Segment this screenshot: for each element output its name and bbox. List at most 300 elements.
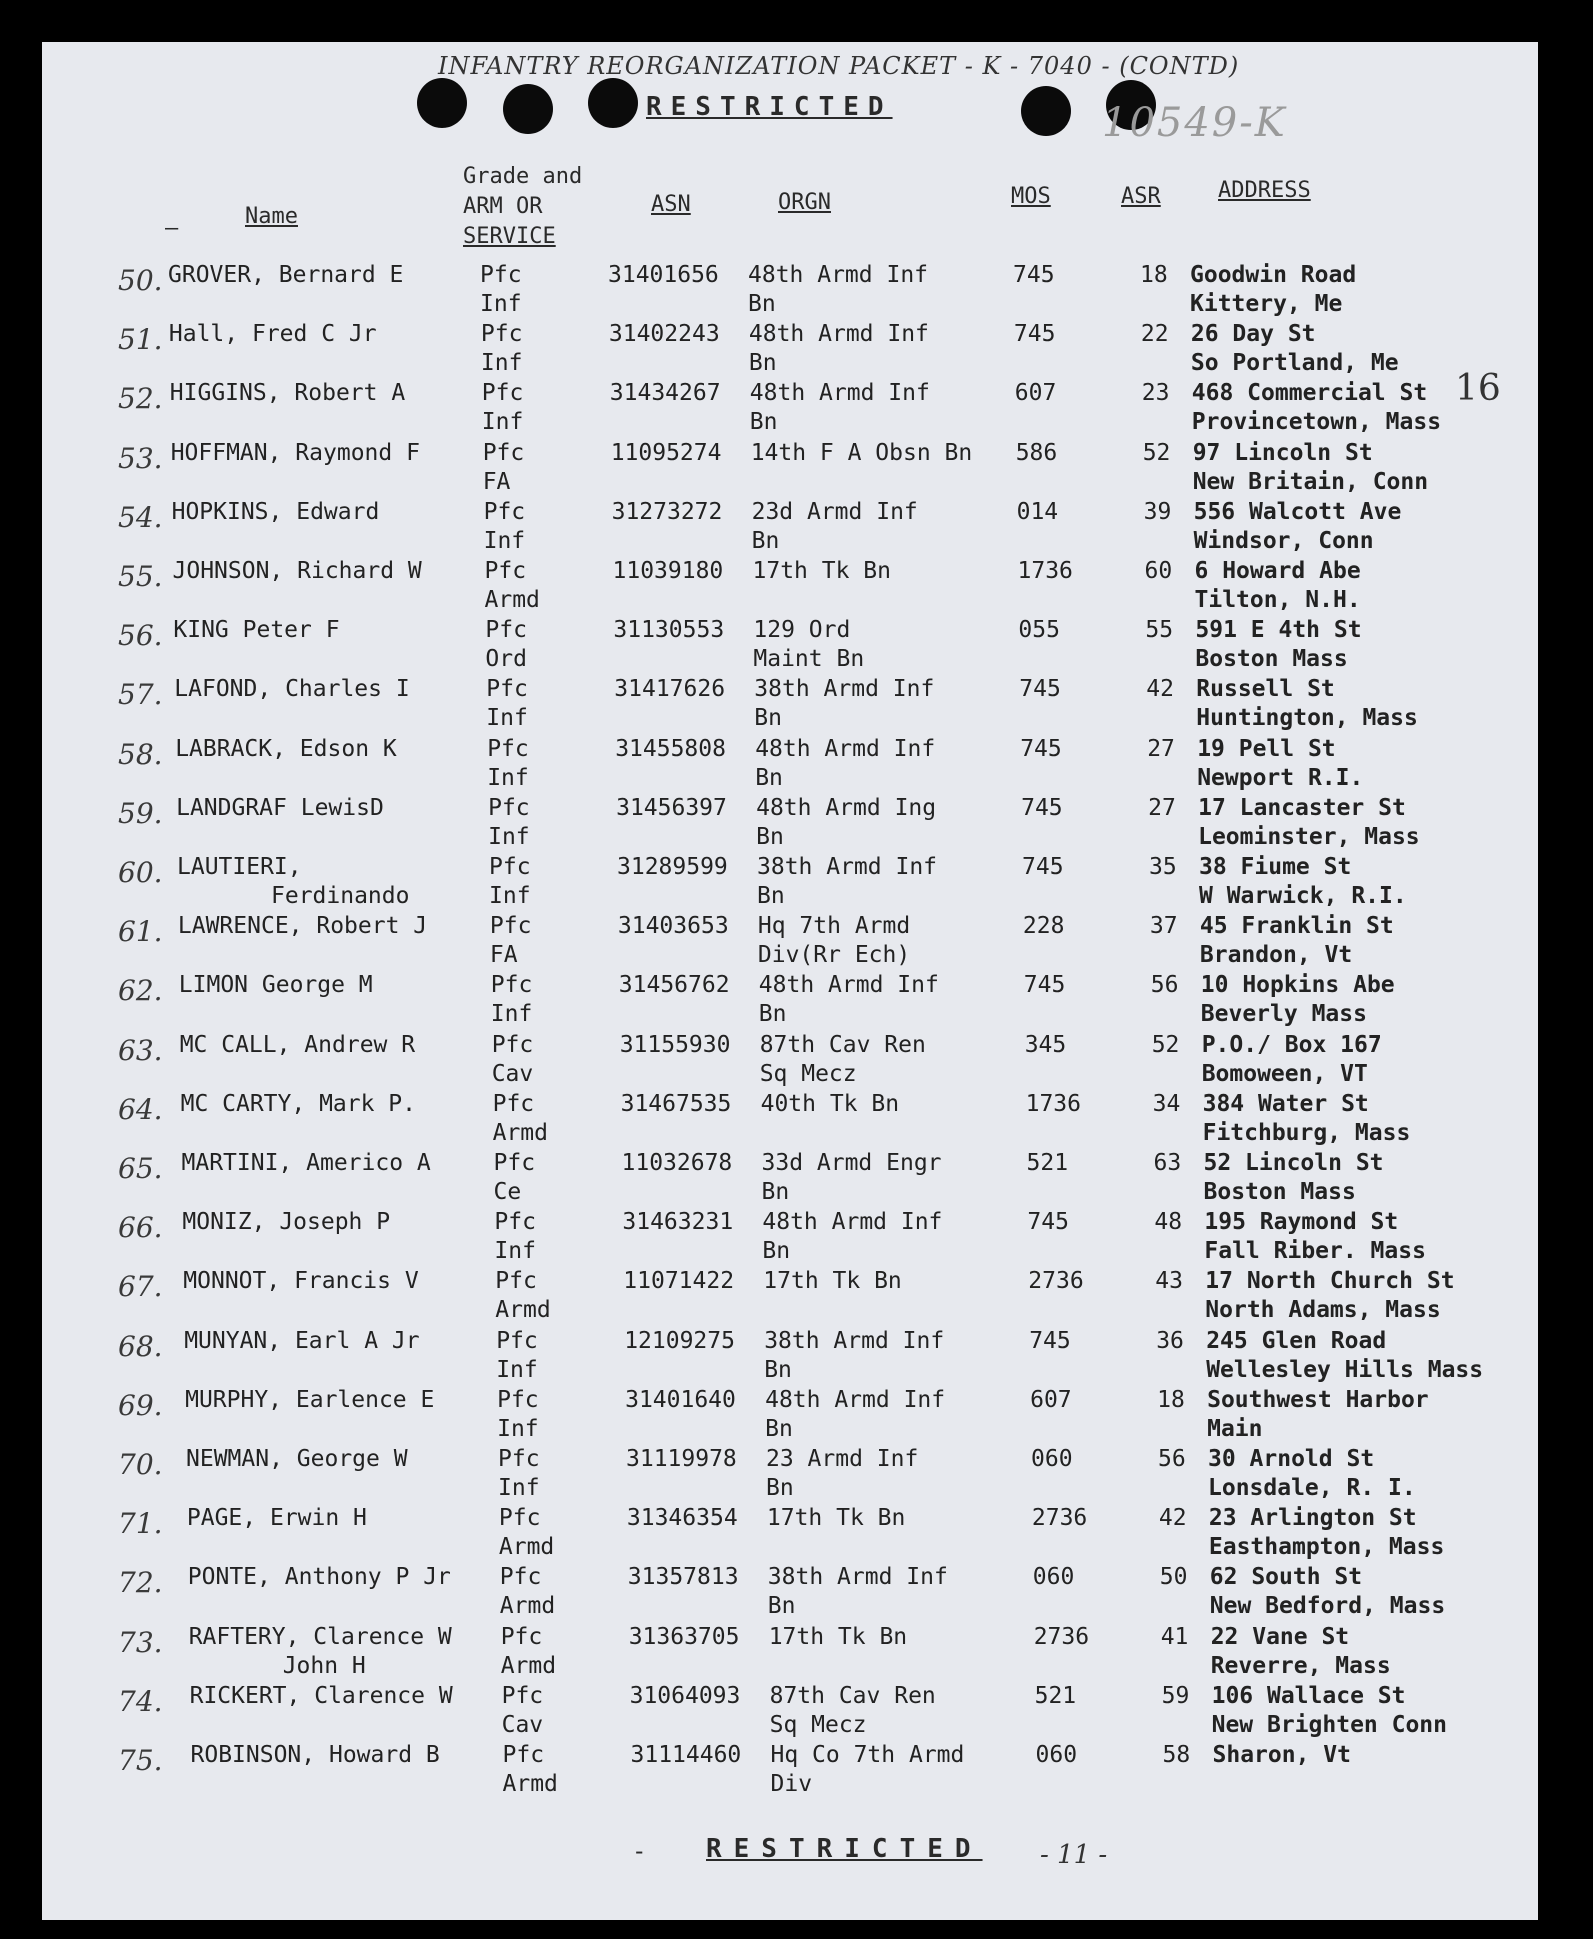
organization-continued: Bn (767, 1593, 796, 1620)
grade: Pfc (489, 913, 532, 940)
organization: Hq 7th Armd (757, 913, 911, 940)
asr: 34 (1152, 1090, 1181, 1117)
asn: 31119978 (626, 1446, 737, 1472)
grade: Pfc (501, 1682, 544, 1709)
asr: 52 (1142, 439, 1171, 466)
organization-continued: Bn (757, 883, 785, 909)
address-line2: New Britain, Conn (1192, 468, 1429, 495)
address-line1: Russell St (1196, 676, 1335, 703)
column-header-orgn: ORGN (778, 190, 831, 215)
organization: 14th F A Obsn Bn (750, 439, 973, 466)
column-header-asr: ASR (1121, 184, 1161, 209)
mos: 055 (1018, 617, 1060, 644)
asn: 11071422 (623, 1268, 735, 1295)
address-line2: Reverre, Mass (1210, 1652, 1391, 1679)
arm-or-service: Inf (487, 764, 529, 791)
grade: Pfc (482, 439, 525, 466)
person-name: LAWRENCE, Robert J (177, 913, 428, 940)
address-line1: 468 Commercial St (1191, 380, 1428, 407)
row-number: 74. (118, 1684, 163, 1718)
address-line2: Leominster, Mass (1198, 823, 1420, 850)
row-number: 50. (118, 264, 163, 297)
asn: 31455808 (615, 735, 726, 762)
grade: Pfc (494, 1209, 536, 1236)
asr: 56 (1150, 972, 1179, 999)
arm-or-service: FA (489, 942, 518, 969)
asr: 37 (1149, 913, 1178, 940)
asr: 27 (1148, 794, 1176, 821)
classification-bottom: RESTRICTED (706, 1834, 983, 1864)
asr: 23 (1141, 380, 1170, 407)
arm-or-service: Armd (498, 1534, 555, 1561)
asr: 59 (1161, 1682, 1190, 1709)
organization-continued: Sq Mecz (769, 1711, 867, 1738)
asr: 27 (1147, 735, 1175, 762)
asn: 31064093 (629, 1682, 741, 1709)
header-dash: — (165, 216, 179, 241)
organization-continued: Bn (751, 527, 780, 554)
address-line2: Fitchburg, Mass (1202, 1119, 1411, 1146)
row-number: 58. (118, 737, 163, 771)
asr: 58 (1162, 1742, 1191, 1768)
organization: 40th Tk Bn (760, 1090, 900, 1117)
address-line1: 384 Water St (1202, 1090, 1369, 1117)
grade: Pfc (502, 1742, 545, 1768)
arm-or-service: Armd (484, 587, 540, 613)
address-line1: 26 Day St (1190, 321, 1316, 348)
organization-continued: Div (770, 1771, 813, 1797)
mos: 521 (1034, 1682, 1077, 1709)
mos: 521 (1026, 1150, 1069, 1176)
row-number: 63. (118, 1033, 163, 1067)
grade: Pfc (499, 1564, 542, 1591)
table-row (0, 499, 1593, 557)
table-row (0, 854, 1593, 912)
row-number: 71. (118, 1507, 163, 1541)
asn: 31456762 (618, 972, 730, 999)
punch-hole (1021, 86, 1071, 136)
arm-or-service: FA (482, 468, 511, 495)
address-line1: 38 Fiume St (1199, 854, 1352, 880)
organization-continued: Bn (764, 1356, 792, 1383)
asr: 52 (1151, 1031, 1180, 1058)
arm-or-service: Ord (485, 646, 527, 673)
row-number: 59. (118, 796, 163, 830)
row-number: 54. (118, 500, 163, 534)
footer-mark: - (632, 1837, 647, 1865)
address-line1: Sharon, Vt (1212, 1742, 1351, 1768)
address-line1: 10 Hopkins Abe (1200, 972, 1395, 999)
address-line1: 245 Glen Road (1206, 1327, 1387, 1354)
handwritten-title: INFANTRY REORGANIZATION PACKET - K - 7040 - (CONTD) (438, 52, 1240, 80)
arm-or-service: Cav (501, 1711, 544, 1738)
organization-continued: Bn (762, 1238, 791, 1265)
address-line1: 17 Lancaster St (1198, 794, 1406, 821)
table-row (0, 1742, 1593, 1800)
arm-or-service: Inf (497, 1415, 539, 1442)
asn: 31417626 (614, 676, 726, 703)
address-line1: P.O./ Box 167 (1201, 1031, 1382, 1058)
organization: 87th Cav Ren (759, 1031, 926, 1058)
organization: 48th Armd Ing (756, 794, 937, 821)
row-number: 65. (118, 1152, 163, 1185)
row-number: 53. (118, 441, 163, 475)
organization: 23 Armd Inf (766, 1446, 919, 1472)
table-row (0, 1624, 1593, 1682)
mos: 607 (1030, 1386, 1072, 1413)
address-line1: 23 Arlington St (1208, 1505, 1417, 1532)
arm-or-service: Inf (490, 1001, 533, 1028)
asr: 39 (1143, 498, 1172, 525)
asn: 31346354 (626, 1505, 738, 1532)
table-row (0, 380, 1593, 438)
arm-or-service: Cav (491, 1060, 534, 1087)
mos: 745 (1013, 262, 1055, 288)
arm-or-service: Armd (499, 1593, 556, 1620)
organization: 48th Armd Inf (749, 380, 930, 407)
organization: 17th Tk Bn (763, 1268, 902, 1295)
address-line2: North Adams, Mass (1205, 1297, 1441, 1324)
person-name: GROVER, Bernard E (168, 262, 404, 288)
asr: 35 (1149, 854, 1177, 880)
organization: 48th Armd Inf (762, 1209, 943, 1236)
address-line1: 591 E 4th St (1195, 617, 1362, 644)
address-line2: Easthampton, Mass (1208, 1534, 1445, 1561)
row-number: 70. (118, 1448, 163, 1481)
table-row (0, 1683, 1593, 1741)
person-name: MC CARTY, Mark P. (180, 1090, 416, 1117)
person-name: RAFTERY, Clarence W (188, 1623, 452, 1650)
address-line1: 6 Howard Abe (1194, 558, 1361, 584)
punch-hole (503, 84, 553, 134)
arm-or-service: Armd (502, 1771, 558, 1797)
table-row (0, 262, 1593, 320)
punch-hole (417, 78, 467, 128)
column-header-asn: ASN (651, 192, 691, 217)
asr: 18 (1157, 1386, 1185, 1413)
classification-top: RESTRICTED (646, 92, 893, 122)
arm-or-service: Inf (488, 823, 530, 850)
table-row (0, 1387, 1593, 1445)
grade: Pfc (496, 1327, 538, 1354)
asr: 56 (1158, 1446, 1186, 1472)
table-row (0, 1150, 1593, 1208)
arm-or-service: Inf (480, 350, 523, 377)
organization: 23d Armd Inf (751, 498, 918, 525)
address-line2: W Warwick, R.I. (1199, 883, 1407, 909)
mos: 745 (1020, 735, 1062, 762)
arm-or-service: Inf (494, 1238, 536, 1265)
address-line2: Lonsdale, R. I. (1208, 1475, 1416, 1501)
asr: 36 (1156, 1327, 1184, 1354)
organization-continued: Bn (765, 1415, 793, 1442)
grade: Pfc (487, 735, 529, 762)
mos: 745 (1022, 854, 1064, 880)
person-name: HIGGINS, Robert A (169, 380, 406, 407)
organization: 33d Armd Engr (761, 1150, 942, 1176)
mos: 060 (1032, 1564, 1075, 1591)
person-name: LANDGRAF LewisD (176, 794, 384, 821)
address-line2: Beverly Mass (1200, 1001, 1367, 1028)
table-row (0, 676, 1593, 734)
address-line1: 556 Walcott Ave (1193, 498, 1402, 525)
grade: Pfc (486, 676, 528, 703)
asr: 22 (1140, 321, 1169, 348)
address-line2: Brandon, Vt (1199, 942, 1353, 969)
asr: 43 (1155, 1268, 1183, 1295)
grade: Pfc (483, 498, 526, 525)
table-row (0, 617, 1593, 675)
asn: 31401640 (625, 1386, 736, 1413)
table-row (0, 1505, 1593, 1563)
asn: 31402243 (608, 321, 720, 348)
mos: 607 (1014, 380, 1057, 407)
address-line2: Windsor, Conn (1193, 527, 1374, 554)
mos: 228 (1022, 913, 1065, 940)
asn: 12109275 (624, 1327, 735, 1354)
organization-continued: Bn (756, 823, 784, 850)
asn: 31401656 (608, 262, 719, 288)
grade: Pfc (493, 1150, 536, 1176)
address-line2: Bomoween, VT (1201, 1060, 1368, 1087)
person-name: JOHNSON, Richard W (172, 558, 422, 584)
person-name-continued: John H (282, 1652, 366, 1679)
address-line1: 19 Pell St (1197, 735, 1336, 762)
arm-or-service: Armd (495, 1297, 551, 1324)
grade: Pfc (481, 380, 524, 407)
address-line1: Goodwin Road (1190, 262, 1357, 288)
organization-continued: Bn (749, 409, 778, 436)
arm-or-service: Inf (480, 291, 522, 317)
table-row (0, 913, 1593, 971)
table-row (0, 558, 1593, 616)
row-number: 56. (118, 619, 163, 653)
address-line1: 22 Vane St (1210, 1623, 1350, 1650)
asr: 55 (1145, 617, 1174, 644)
asn: 31155930 (619, 1031, 731, 1058)
asn: 11032678 (621, 1150, 733, 1176)
asn: 11095274 (610, 439, 722, 466)
row-number: 68. (118, 1329, 163, 1363)
organization: 48th Armd Inf (748, 321, 929, 348)
row-number: 55. (118, 560, 163, 593)
address-line2: Huntington, Mass (1196, 705, 1418, 732)
asn: 31467535 (620, 1090, 732, 1117)
mos: 745 (1013, 321, 1056, 348)
address-line1: 97 Lincoln St (1192, 439, 1373, 466)
table-row (0, 1446, 1593, 1504)
organization: 17th Tk Bn (768, 1623, 908, 1650)
table-row (0, 1032, 1593, 1090)
row-number: 64. (118, 1092, 163, 1126)
organization: 38th Armd Inf (757, 854, 938, 880)
arm-or-service: Inf (498, 1475, 540, 1501)
grade: Pfc (491, 1031, 534, 1058)
table-row (0, 440, 1593, 498)
organization: 48th Armd Inf (748, 262, 929, 288)
mos: 1736 (1017, 558, 1073, 584)
grade: Pfc (480, 321, 523, 348)
organization-continued: Bn (755, 764, 783, 791)
address-line2: Kittery, Me (1190, 291, 1343, 317)
address-line1: Southwest Harbor (1207, 1386, 1429, 1413)
arm-or-service: Inf (489, 883, 531, 909)
address-line1: 45 Franklin St (1199, 913, 1394, 940)
grade: Pfc (492, 1090, 535, 1117)
row-number: 51. (118, 323, 163, 357)
mos: 745 (1023, 972, 1066, 999)
person-name: LAUTIERI, (177, 854, 302, 880)
asn: 31434267 (609, 380, 721, 407)
organization-continued: Bn (748, 291, 776, 317)
row-number: 73. (118, 1625, 163, 1659)
person-name: MARTINI, Americo A (181, 1150, 431, 1176)
organization: 48th Armd Inf (755, 735, 936, 762)
organization: Hq Co 7th Armd (770, 1742, 965, 1768)
person-name: MONNOT, Francis V (183, 1268, 419, 1295)
organization: 17th Tk Bn (752, 558, 891, 584)
mos: 2736 (1031, 1505, 1088, 1532)
person-name: LAFOND, Charles I (174, 676, 410, 703)
organization: 48th Armd Inf (758, 972, 939, 999)
organization-continued: Sq Mecz (759, 1060, 857, 1087)
person-name-continued: Ferdinando (271, 883, 410, 909)
asn: 31363705 (628, 1623, 740, 1650)
arm-or-service: Ce (493, 1179, 522, 1205)
mos: 745 (1029, 1327, 1071, 1354)
handwritten-number: 10549-K (1102, 100, 1287, 146)
address-line1: 195 Raymond St (1204, 1209, 1399, 1236)
row-number: 75. (118, 1744, 163, 1777)
mos: 745 (1019, 676, 1061, 703)
address-line2: Tilton, N.H. (1194, 587, 1361, 613)
asr: 63 (1153, 1150, 1182, 1176)
arm-or-service: Inf (483, 527, 526, 554)
asn: 31357813 (627, 1564, 739, 1591)
mos: 2736 (1033, 1623, 1090, 1650)
column-header-mos: MOS (1011, 184, 1051, 209)
organization: 48th Armd Inf (765, 1386, 946, 1413)
mos: 586 (1015, 439, 1058, 466)
asn: 31403653 (617, 913, 729, 940)
grade: Pfc (485, 617, 527, 644)
mos: 060 (1035, 1742, 1078, 1768)
row-number: 72. (118, 1566, 163, 1600)
asr: 48 (1154, 1209, 1183, 1236)
organization-continued: Bn (766, 1475, 794, 1501)
asr: 60 (1144, 558, 1173, 584)
person-name: LIMON George M (178, 972, 373, 999)
table-row (0, 321, 1593, 379)
grade: Pfc (480, 262, 522, 288)
address-line1: 52 Lincoln St (1203, 1150, 1384, 1176)
person-name: NEWMAN, George W (186, 1446, 408, 1472)
column-header-address: ADDRESS (1218, 178, 1311, 203)
address-line2: Fall Riber. Mass (1204, 1238, 1426, 1265)
address-line1: 106 Wallace St (1211, 1682, 1406, 1709)
asn: 31456397 (616, 794, 727, 821)
table-row (0, 795, 1593, 853)
arm-or-service: Armd (492, 1119, 548, 1146)
column-header-name: Name (245, 204, 298, 229)
person-name: MURPHY, Earlence E (185, 1386, 435, 1413)
arm-or-service: Inf (481, 409, 524, 436)
address-line2: Newport R.I. (1197, 764, 1364, 791)
mos: 2736 (1028, 1268, 1084, 1295)
address-line2: New Bedford, Mass (1209, 1593, 1446, 1620)
arm-or-service: Armd (500, 1652, 557, 1679)
organization-continued: Bn (754, 705, 782, 732)
table-row (0, 1268, 1593, 1326)
organization: 38th Armd Inf (767, 1564, 948, 1591)
mos: 745 (1027, 1209, 1069, 1236)
table-row (0, 972, 1593, 1030)
row-number: 52. (118, 382, 163, 416)
arm-or-service: Inf (486, 705, 528, 732)
row-number: 67. (118, 1270, 163, 1304)
table-row (0, 1209, 1593, 1267)
organization-continued: Bn (748, 350, 777, 377)
address-line2: Boston Mass (1203, 1179, 1356, 1205)
asr: 42 (1158, 1505, 1187, 1532)
grade: Pfc (498, 1505, 541, 1532)
asr: 18 (1140, 262, 1168, 288)
organization-continued: Maint Bn (753, 646, 865, 673)
asn: 31289599 (617, 854, 728, 880)
asn: 11039180 (612, 558, 724, 584)
asr: 50 (1159, 1564, 1188, 1591)
grade: Pfc (484, 558, 527, 584)
table-row (0, 1564, 1593, 1622)
grade: Pfc (500, 1623, 543, 1650)
grade: Pfc (489, 854, 531, 880)
address-line2: Wellesley Hills Mass (1206, 1356, 1484, 1383)
address-line1: 62 South St (1209, 1564, 1363, 1591)
table-row (0, 1328, 1593, 1386)
address-line2: Main (1207, 1415, 1263, 1442)
person-name: HOFFMAN, Raymond F (170, 439, 420, 466)
asn: 31273272 (611, 498, 723, 525)
grade: Pfc (490, 972, 533, 999)
person-name: HOPKINS, Edward (171, 498, 380, 525)
organization: 38th Armd Inf (764, 1327, 945, 1354)
address-line1: 30 Arnold St (1208, 1446, 1375, 1472)
person-name: PAGE, Erwin H (186, 1505, 367, 1532)
row-number: 60. (118, 856, 163, 889)
row-number: 61. (118, 915, 163, 949)
organization-continued: Bn (758, 1001, 787, 1028)
grade: Pfc (498, 1446, 540, 1472)
mos: 1736 (1025, 1090, 1081, 1117)
page-number: - 11 - (1040, 1840, 1108, 1870)
punch-hole (588, 78, 638, 128)
address-line2: New Brighten Conn (1211, 1711, 1447, 1738)
row-number: 57. (118, 678, 163, 712)
arm-or-service: Inf (496, 1356, 538, 1383)
asr: 41 (1160, 1623, 1189, 1650)
person-name: MC CALL, Andrew R (179, 1031, 416, 1058)
column-header-grade: Grade and ARM OR SERVICE (463, 164, 583, 249)
grade: Pfc (497, 1386, 539, 1413)
address-line2: So Portland, Me (1190, 350, 1399, 377)
address-line1: 17 North Church St (1205, 1268, 1455, 1295)
organization: 87th Cav Ren (769, 1682, 936, 1709)
table-row (0, 1091, 1593, 1149)
person-name: MUNYAN, Earl A Jr (184, 1327, 420, 1354)
person-name: ROBINSON, Howard B (190, 1742, 440, 1768)
person-name: PONTE, Anthony P Jr (187, 1564, 451, 1591)
person-name: KING Peter F (173, 617, 340, 644)
